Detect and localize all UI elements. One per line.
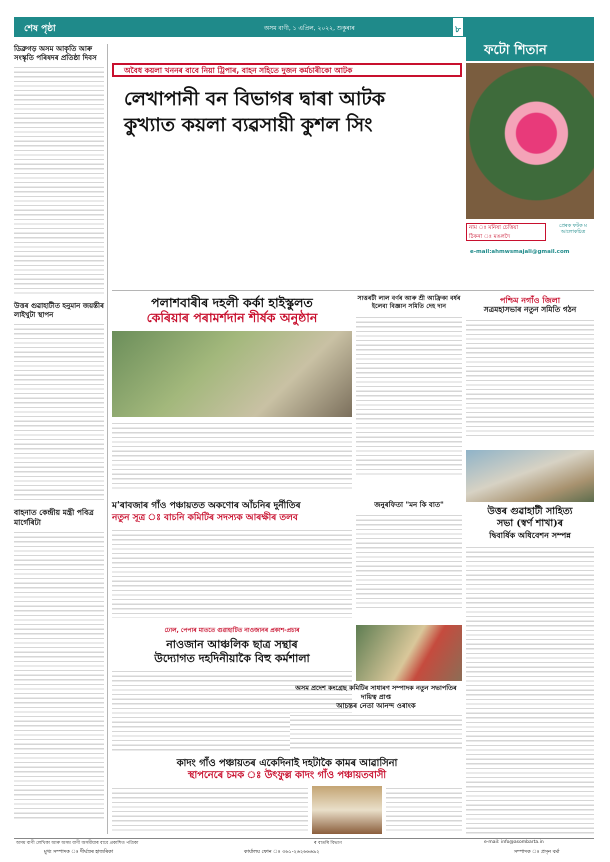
side-story-2 bbox=[356, 500, 462, 620]
story-6-body-2 bbox=[386, 786, 462, 834]
story-5-photo bbox=[356, 625, 462, 681]
side-story-2-body bbox=[356, 513, 462, 609]
left-story-2-headline: উত্তৰ গুৱাহাটীত হনুমান জয়ন্তীৰ লাইখুটা স্থাপন bbox=[14, 301, 104, 319]
top-story bbox=[112, 63, 462, 288]
story-3-headline-2: নতুন সূত্ৰ ঃ বাচনি কমিটিৰ সদস্যক আৰক্ষীৰ তলব bbox=[112, 513, 298, 523]
story-6-photo bbox=[312, 786, 382, 834]
side-story-2-headline: জনুৰফিতা "মন কি বাত" bbox=[374, 500, 444, 509]
right-story-2-headline-3: দ্বিবাৰ্ষিক অধিবেশন সম্পন্ন bbox=[489, 530, 571, 540]
photo-credit: প্ৰেৰক ফটক ম আলোকচিত্ৰ bbox=[559, 223, 587, 235]
story-2 bbox=[112, 295, 352, 495]
footer-line-1b: ৰ বাতৰি বিভাগ bbox=[314, 841, 342, 846]
footer-office-phone: কাৰ্যালয় ফোন ঃ ৩৬১-২৬২৬৬৬৯২ bbox=[244, 849, 320, 855]
right-story-1-headline-1: পশ্চিম নগাঁও জিলা bbox=[499, 295, 561, 305]
story-6-headline-1: কাদং গাঁও পঞ্চায়তৰ একেদিনাই দহটাকৈ কামৰ আৱাসিনা bbox=[176, 758, 398, 769]
story-2-headline-1: পলাশবাৰীৰ দহলী কৰ্কা হাইস্কুলত bbox=[151, 295, 313, 310]
story-6-headline-2: স্থাপনেৰে চমক ঃ উৎফুল্ল কাদং গাঁও পঞ্চায়তবাসী bbox=[187, 770, 387, 781]
right-story-1-body bbox=[466, 318, 594, 438]
footer-chief-editor: মুখ্য সম্পাদক ঃ দীৰ্ঘস্ৰৰ হাজৰিকা bbox=[44, 849, 114, 855]
column-divider bbox=[107, 44, 108, 834]
story-2-photo-group bbox=[112, 331, 352, 417]
photo-name: নাম ঃ মনিষা চেত্তিয়া bbox=[469, 225, 519, 231]
page-number-badge: ৮ bbox=[452, 17, 464, 37]
right-story-2 bbox=[466, 506, 594, 836]
paper-info: অসম বাণী, ১ এপ্ৰিল, ২০২২, শুকুৰাৰ bbox=[264, 25, 355, 32]
right-story-2-body bbox=[466, 545, 594, 835]
horizontal-divider bbox=[112, 290, 594, 291]
footer-line-1a: অসম বাণী লেখিকা আৰু অসম বাণী অসমীয়াৰ বাবে প্ৰকাশিত পত্ৰিকা bbox=[16, 841, 139, 846]
footer-editor: সম্পাদক ঃ প্ৰসৃন বৰ্মা bbox=[514, 849, 560, 855]
right-story-2-headline-2: সভা (স্বৰ্ণ শাখা)ৰ bbox=[497, 518, 563, 529]
story-6 bbox=[112, 758, 462, 838]
top-story-body bbox=[112, 139, 462, 284]
photo-section-header: ফটো শিতান bbox=[466, 37, 594, 61]
photo-place: ঠিকনা ঃ মঙলদৈ bbox=[469, 234, 510, 240]
left-story-1-headline: ডিব্ৰুগড় অসম আকৃতি আৰু সংস্কৃতি পৰিষদৰ প্ৰতিষ্ঠা দিবস bbox=[14, 44, 97, 62]
story-5-headline-1: অসম প্ৰদেশ কংগ্ৰেছ কমিটিৰ সাধাৰণ সম্পাদক নতুন সভাপতিৰ দায়িত্ব প্ৰাপ্ত bbox=[295, 684, 457, 701]
side-story-1-headline: সাত্তৰটী লাল বৰ্ণৰ আৰু শ্ৰী আফ্ৰিকা বৰ্ষৰ ইলেবা বিজ্ঞান সমিতি দেহ দান bbox=[357, 295, 461, 310]
left-story-2-body bbox=[14, 322, 104, 502]
side-story-1 bbox=[356, 295, 462, 495]
page-header bbox=[14, 17, 594, 37]
story-5-headline-2: আচন্তৰ নেতা আনন্দ ওৰাংক bbox=[336, 701, 416, 710]
top-story-headline-1: লেখাপানী বন বিভাগৰ দ্বাৰা আটক bbox=[124, 88, 386, 110]
story-5-body bbox=[290, 713, 462, 751]
left-story-3-body bbox=[14, 530, 104, 820]
right-story-1-headline-2: সত্ৰমহাসভাৰ নতুন সমিতি গঠন bbox=[483, 305, 577, 314]
story-4-kicker: ঢোল, পেপাৰ মাততে গুৱাহাটিত নাওজানৰ প্ৰকাশ-প্ৰচাৰ bbox=[164, 627, 300, 634]
featured-photo bbox=[466, 63, 594, 219]
right-story-photo bbox=[466, 450, 594, 502]
left-story-3-headline: বাহনাত কেন্দ্ৰীয় মন্ত্ৰী পবিত্ৰ মাৰ্গেৰিটা bbox=[14, 508, 94, 527]
top-story-kicker: অবৈধ কয়লা খননৰ বাবে নিয়া ট্ৰিপাৰ, বাহন সহিতে দুজন কৰ্মচাৰীকো আটক bbox=[124, 66, 353, 75]
side-story-1-body bbox=[356, 315, 462, 475]
top-story-kicker-box bbox=[112, 63, 462, 77]
top-story-headline-2: কুখ্যাত কয়লা ব্যৱসায়ী কুশল সিং bbox=[124, 114, 373, 136]
footer bbox=[14, 838, 594, 858]
left-story-1-body bbox=[14, 65, 104, 295]
photo-caption-box bbox=[466, 223, 546, 241]
right-story-1 bbox=[466, 295, 594, 445]
story-4-headline-2: উদ্যোগত দহদিনীয়াকৈ বিহু কৰ্মশালা bbox=[154, 652, 310, 665]
photo-email[interactable]: e-mail:ahmwsmajali@gmail.com bbox=[470, 249, 570, 255]
story-3 bbox=[112, 500, 352, 620]
story-3-headline-1: ম'ৰাবজাৰ গাঁও পঞ্চায়তত অকণোৰ আঁচনিৰ দুৰ্নীতিৰ bbox=[112, 501, 301, 511]
story-2-body bbox=[112, 421, 352, 491]
photo-feature bbox=[466, 63, 594, 288]
left-column bbox=[14, 44, 104, 834]
story-6-body bbox=[112, 786, 308, 834]
story-5-heading bbox=[290, 684, 462, 751]
right-story-2-headline-1: উত্তৰ গুৱাহাটী সাহিত্য bbox=[487, 506, 573, 517]
footer-email[interactable]: e-mail: info@asombarta.in bbox=[484, 840, 544, 845]
story-4-headline-1: নাওজান আঞ্চলিক ছাত্ৰ সন্থাৰ bbox=[166, 638, 298, 651]
story-2-headline-2: কেৰিয়াৰ পৰামৰ্শদান শীৰ্ষক অনুষ্ঠান bbox=[146, 310, 318, 325]
section-label: শেষ পৃষ্ঠা bbox=[24, 24, 56, 34]
story-3-body bbox=[112, 528, 352, 618]
